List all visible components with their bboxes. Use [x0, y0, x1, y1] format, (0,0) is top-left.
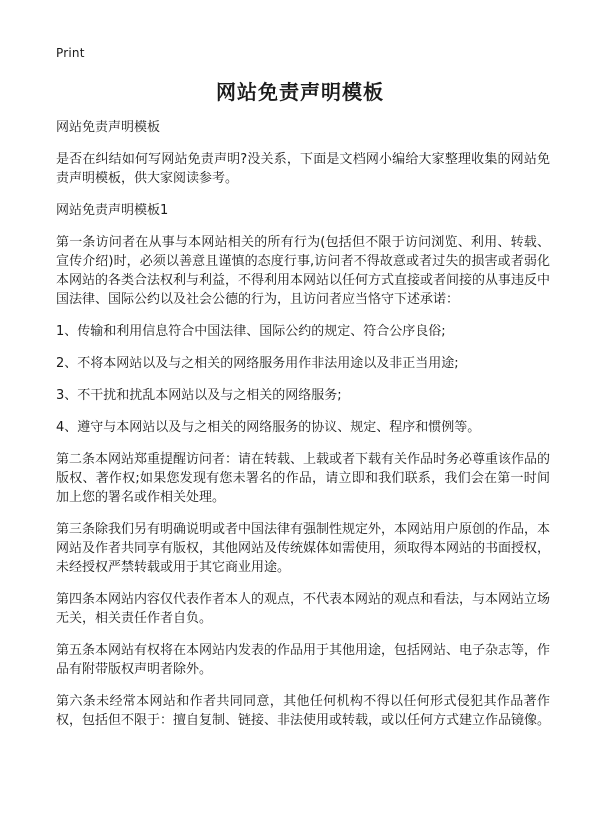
promise-item-4: 4、遵守与本网站以及与之相关的网络服务的协议、规定、程序和惯例等。 — [56, 420, 481, 435]
article-2-paragraph: 第二条本网站郑重提醒访问者：请在转载、上载或者下载有关作品时务必尊重该作品的版权、著作权;如果您发现有您未署名的作品，请立即和我们联系，我们会在第一时间加上您的署名或作相关处理。 — [56, 452, 551, 505]
document-title: 网站免责声明模板 — [216, 80, 384, 104]
document-body — [56, 118, 550, 743]
article-6-paragraph: 第六条未经常本网站和作者共同同意，其他任何机构不得以任何形式侵犯其作品著作权，包括但不限于：擅自复制、链接、非法使用或转载，或以任何方式建立作品镜像。 — [56, 694, 551, 728]
article-3-paragraph: 第三条除我们另有明确说明或者中国法律有强制性规定外，本网站用户原创的作品，本网站及作者共同享有版权，其他网站及传统媒体如需使用，须取得本网站的书面授权，未经授权严禁转载或用于其它商业用途。 — [56, 522, 551, 575]
article-4-paragraph: 第四条本网站内容仅代表作者本人的观点，不代表本网站的观点和看法，与本网站立场无关，相关责任作者自负。 — [56, 592, 551, 626]
promise-item-1: 1、传输和利用信息符合中国法律、国际公约的规定、符合公序良俗; — [56, 324, 446, 339]
template-heading: 网站免责声明模板1 — [56, 203, 169, 218]
promise-item-2: 2、不将本网站以及与之相关的网络服务用作非法用途以及非正当用途; — [56, 356, 459, 371]
subtitle-paragraph: 网站免责声明模板 — [56, 120, 161, 135]
print-label: Print — [56, 46, 85, 60]
promise-item-3: 3、不干扰和扰乱本网站以及与之相关的网络服务; — [56, 388, 342, 403]
article-1-paragraph: 第一条访问者在从事与本网站相关的所有行为(包括但不限于访问浏览、利用、转载、宣传介绍)时，必须以善意且谨慎的态度行事,访问者不得故意或者过失的损害或者弱化本网站的各类合法权利与利益，不得利用本网站以任何方式直接或者间接的从事违反中国法律、国际公约以及社会公德的行为，且访问者应当恪守下述承诺： — [56, 235, 551, 307]
intro-paragraph: 是否在纠结如何写网站免责声明?没关系，下面是文档网小编给大家整理收集的网站免责声明模板，供大家阅读参考。 — [56, 152, 550, 186]
article-5-paragraph: 第五条本网站有权将在本网站内发表的作品用于其他用途，包括网站、电子杂志等，作品有附带版权声明者除外。 — [56, 643, 551, 677]
